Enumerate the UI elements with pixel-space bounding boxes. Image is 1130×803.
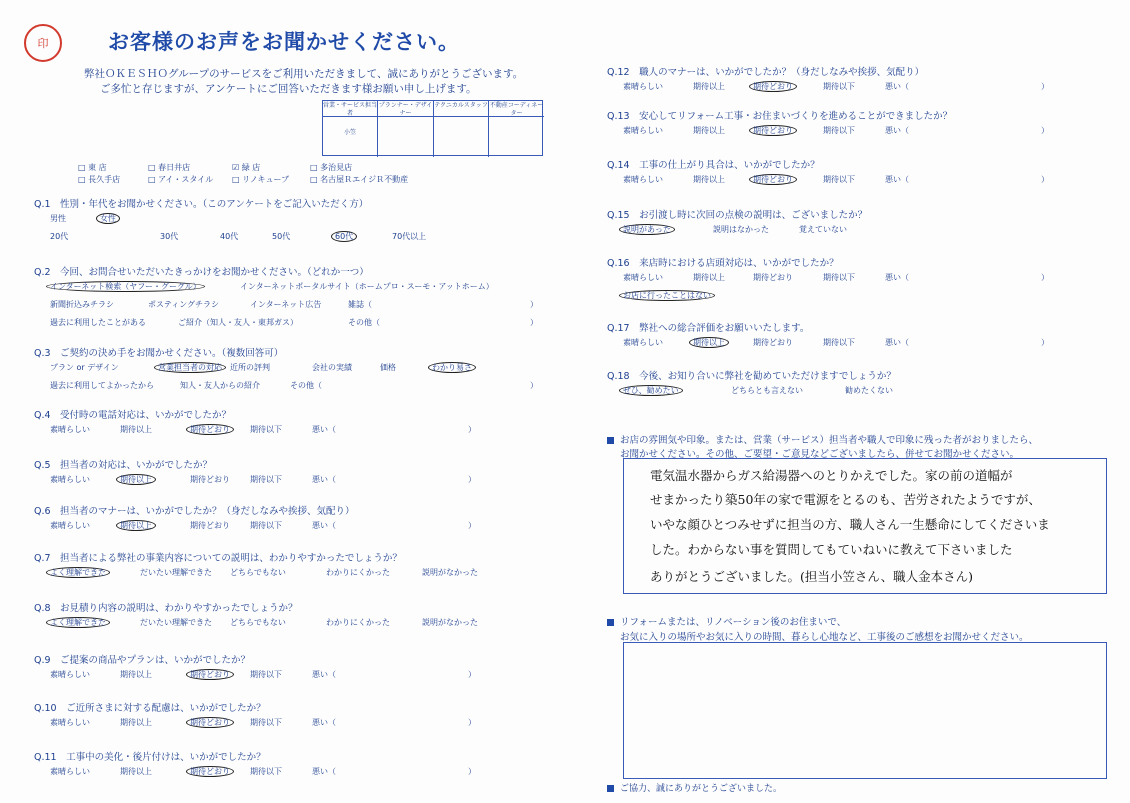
answer-option[interactable]: 説明がなかった bbox=[422, 568, 478, 577]
answer-option[interactable]: 期待どおり bbox=[753, 273, 793, 282]
answer-option[interactable]: 期待以上 bbox=[693, 273, 725, 282]
renovation-prompt-1: リフォームまたは、リノベーション後のお住まいで、 bbox=[607, 614, 846, 628]
answer-option[interactable]: その他（ bbox=[348, 318, 380, 327]
answer-option[interactable]: ） bbox=[1041, 273, 1049, 282]
comment-line: ありがとうございました。(担当小笠さん、職人金本さん) bbox=[650, 569, 974, 584]
store-option[interactable]: □ 多治見店 bbox=[310, 163, 353, 172]
question-label: Q.8 お見積り内容の説明は、わかりやすかったでしょうか？ bbox=[34, 603, 298, 614]
seal-stamp: 印 bbox=[24, 24, 62, 62]
answer-option[interactable]: 期待以上 bbox=[120, 718, 152, 727]
answer-option[interactable]: だいたい理解できた bbox=[140, 568, 212, 577]
answer-option[interactable]: 期待以上 bbox=[120, 474, 152, 485]
answer-option[interactable]: ） bbox=[468, 521, 476, 530]
answer-option[interactable]: 素晴らしい bbox=[623, 126, 663, 135]
staff-value-sales[interactable]: 小笠 bbox=[323, 117, 378, 157]
question-label: Q.14 工事の仕上がり具合は、いかがでしたか？ bbox=[607, 160, 820, 171]
answer-option[interactable]: ） bbox=[1041, 175, 1049, 184]
answer-option[interactable]: お店に行ったことはない bbox=[623, 290, 711, 301]
intro-line-2: ご多忙と存じますが、アンケートにご回答いただきます様お願い申し上げます。 bbox=[100, 83, 477, 95]
answer-option[interactable]: 期待以上 bbox=[693, 126, 725, 135]
store-option[interactable]: □ 春日井店 bbox=[148, 163, 191, 172]
answer-option[interactable]: よく理解できた bbox=[50, 617, 106, 628]
answer-option[interactable]: ） bbox=[468, 718, 476, 727]
answer-option[interactable]: 期待以上 bbox=[120, 520, 152, 531]
answer-option[interactable]: ） bbox=[468, 767, 476, 776]
question-label: Q.9 ご提案の商品やプランは、いかがでしたか？ bbox=[34, 655, 251, 666]
answer-option[interactable]: ぜひ、勧めたい bbox=[623, 385, 679, 396]
answer-option[interactable]: 期待どおり bbox=[190, 424, 230, 435]
staff-header-planner: プランナー・デザイナー bbox=[378, 102, 433, 117]
answer-option[interactable]: 50代 bbox=[272, 232, 291, 241]
answer-option[interactable]: 期待以下 bbox=[823, 175, 855, 184]
question-label: Q.5 担当者の対応は、いかがでしたか？ bbox=[34, 460, 213, 471]
staff-value-technical[interactable] bbox=[434, 117, 489, 157]
store-option[interactable]: □ アイ・スタイル bbox=[148, 175, 214, 184]
answer-option[interactable]: 悪い（ bbox=[885, 82, 909, 91]
intro-line-1: 弊社ＯＫＥＳＨＯグループのサービスをご利用いただきまして、誠にありがとうございます。 bbox=[84, 68, 524, 80]
staff-value-realestate[interactable] bbox=[489, 117, 544, 157]
answer-option[interactable]: ポスティングチラシ bbox=[148, 300, 220, 309]
answer-option[interactable]: 期待以上 bbox=[120, 767, 152, 776]
answer-option[interactable]: どちらでもない bbox=[230, 618, 286, 627]
answer-option[interactable]: 素晴らしい bbox=[50, 425, 90, 434]
answer-option[interactable]: 期待以上 bbox=[693, 82, 725, 91]
answer-option[interactable]: 会社の実績 bbox=[312, 363, 352, 372]
bullet-square-icon bbox=[607, 619, 614, 626]
store-option[interactable]: □ 長久手店 bbox=[78, 175, 121, 184]
bullet-square-icon bbox=[607, 437, 614, 444]
answer-option[interactable]: インターネット検索（ヤフー・グーグル） bbox=[50, 281, 201, 292]
staff-header-technical: テクニカルスタッフ bbox=[434, 101, 489, 117]
answer-option[interactable]: どちらとも言えない bbox=[731, 386, 803, 395]
answer-option[interactable]: 悪い（ bbox=[885, 175, 909, 184]
answer-option[interactable]: 価格 bbox=[380, 363, 396, 372]
answer-option[interactable]: 期待以下 bbox=[823, 338, 855, 347]
question-label: Q.3 ご契約の決め手をお聞かせください。（複数回答可） bbox=[34, 348, 284, 359]
staff-table bbox=[322, 100, 543, 156]
answer-option[interactable]: ） bbox=[530, 381, 538, 390]
question-label: Q.7 担当者による弊社の事業内容についての説明は、わかりやすかったでしょうか？ bbox=[34, 553, 402, 564]
store-option[interactable]: ☑ 緑 店 bbox=[232, 163, 261, 172]
renovation-comment-box[interactable] bbox=[623, 642, 1107, 779]
answer-option[interactable]: 知人・友人からの紹介 bbox=[180, 381, 260, 390]
answer-option[interactable]: 期待どおり bbox=[753, 125, 793, 136]
answer-option[interactable]: 近所の評判 bbox=[230, 363, 270, 372]
question-label: Q.6 担当者のマナーは、いかがでしたか？（身だしなみや挨拶、気配り） bbox=[34, 506, 355, 517]
answer-option[interactable]: 20代 bbox=[50, 232, 69, 241]
answer-option[interactable]: 70代以上 bbox=[392, 232, 427, 241]
comment-line: いやな顔ひとつみせずに担当の方、職人さん一生懸命にしてくださいま bbox=[650, 517, 1050, 532]
answer-option[interactable]: 期待どおり bbox=[190, 669, 230, 680]
store-option[interactable]: □ 名古屋ＲエイジＲ不動産 bbox=[310, 175, 409, 184]
answer-option[interactable]: 期待どおり bbox=[190, 521, 230, 530]
answer-option[interactable]: 期待以下 bbox=[823, 82, 855, 91]
answer-option[interactable]: 期待どおり bbox=[753, 174, 793, 185]
answer-option[interactable]: 期待以下 bbox=[250, 425, 282, 434]
answer-option[interactable]: ） bbox=[468, 475, 476, 484]
question-label: Q.12 職人のマナーは、いかがでしたか？（身だしなみや挨拶、気配り） bbox=[607, 67, 925, 78]
answer-option[interactable]: 説明があった bbox=[623, 224, 671, 235]
question-label: Q.16 来店時における店頭対応は、いかがでしたか？ bbox=[607, 258, 839, 269]
answer-option[interactable]: ） bbox=[1041, 82, 1049, 91]
answer-option[interactable]: 期待どおり bbox=[190, 717, 230, 728]
answer-option[interactable]: よく理解できた bbox=[50, 567, 106, 578]
answer-option[interactable]: 期待以下 bbox=[250, 767, 282, 776]
answer-option[interactable]: 期待以下 bbox=[250, 718, 282, 727]
answer-option[interactable]: 60代 bbox=[335, 231, 353, 242]
comment-line: した。わからない事を質問してもていねいに教えて下さいました bbox=[650, 542, 1013, 557]
staff-header-realestate: 不動産コーディネーター bbox=[489, 102, 544, 117]
answer-option[interactable]: 期待以下 bbox=[250, 670, 282, 679]
answer-option[interactable]: 新聞折込みチラシ bbox=[50, 300, 114, 309]
answer-option[interactable]: 勧めたくない bbox=[845, 386, 893, 395]
answer-option[interactable]: 40代 bbox=[220, 232, 239, 241]
question-label: Q.1 性別・年代をお聞かせください。（このアンケートをご記入いただく方） bbox=[34, 199, 369, 210]
answer-option[interactable]: どちらでもない bbox=[230, 568, 286, 577]
answer-option[interactable]: だいたい理解できた bbox=[140, 618, 212, 627]
answer-option[interactable]: 雑誌（ bbox=[348, 300, 372, 309]
store-option[interactable]: □ 東 店 bbox=[78, 163, 107, 172]
answer-option[interactable]: 悪い（ bbox=[312, 767, 336, 776]
answer-option[interactable]: 期待以下 bbox=[823, 126, 855, 135]
renovation-prompt-2: お気に入りの場所やお気に入りの時間、暮らし心地など、工事後のご感想をお聞かせください。 bbox=[620, 632, 1029, 643]
question-label: Q.17 弊社への総合評価をお願いいたします。 bbox=[607, 323, 810, 334]
answer-option[interactable]: 期待以上 bbox=[693, 175, 725, 184]
answer-option[interactable]: 悪い（ bbox=[312, 425, 336, 434]
impression-prompt-1: お店の雰囲気や印象。または、営業（サービス）担当者や職人で印象に残った者がおりましたら、 bbox=[607, 432, 1038, 446]
answer-option[interactable]: 悪い（ bbox=[885, 273, 909, 282]
answer-option[interactable]: 素晴らしい bbox=[623, 82, 663, 91]
answer-option[interactable]: 素晴らしい bbox=[50, 718, 90, 727]
answer-option[interactable]: 悪い（ bbox=[312, 718, 336, 727]
answer-option[interactable]: 期待どおり bbox=[753, 81, 793, 92]
staff-header-sales: 営業・サービス担当者 bbox=[323, 102, 378, 117]
answer-option[interactable]: 期待以上 bbox=[120, 425, 152, 434]
answer-option[interactable]: インターネット広告 bbox=[250, 300, 322, 309]
answer-option[interactable]: 素晴らしい bbox=[50, 521, 90, 530]
answer-option[interactable]: プラン or デザイン bbox=[50, 363, 119, 372]
staff-value-planner[interactable] bbox=[378, 117, 434, 157]
answer-option[interactable]: 期待以上 bbox=[693, 337, 725, 348]
answer-option[interactable]: ） bbox=[468, 425, 476, 434]
answer-option[interactable]: ） bbox=[530, 318, 538, 327]
answer-option[interactable]: 期待以下 bbox=[250, 521, 282, 530]
answer-option[interactable]: 覚えていない bbox=[799, 225, 847, 234]
answer-option[interactable]: インターネットポータルサイト（ホームプロ・スーモ・アットホーム） bbox=[240, 282, 494, 291]
answer-option[interactable]: 期待以上 bbox=[120, 670, 152, 679]
answer-option[interactable]: 期待どおり bbox=[190, 475, 230, 484]
question-label: Q.11 工事中の美化・後片付けは、いかがでしたか？ bbox=[34, 752, 266, 763]
answer-option[interactable]: 悪い（ bbox=[885, 338, 909, 347]
answer-option[interactable]: 30代 bbox=[160, 232, 179, 241]
answer-option[interactable]: 営業担当者の対応 bbox=[158, 362, 222, 373]
answer-option[interactable]: 説明はなかった bbox=[713, 225, 769, 234]
answer-option[interactable]: ） bbox=[1041, 338, 1049, 347]
answer-option[interactable]: 期待どおり bbox=[190, 766, 230, 777]
answer-option[interactable]: 悪い（ bbox=[312, 670, 336, 679]
question-label: Q.18 今後、お知り合いに弊社を勧めていただけますでしょうか？ bbox=[607, 371, 896, 382]
answer-option[interactable]: 素晴らしい bbox=[623, 338, 663, 347]
answer-option[interactable]: 過去に利用したことがある bbox=[50, 318, 146, 327]
answer-option[interactable]: わかりにくかった bbox=[326, 618, 390, 627]
answer-option[interactable]: 女性 bbox=[100, 213, 116, 224]
impression-prompt-2: お聞かせください。その他、ご要望・ご意見などございましたら、併せてお聞かせください。 bbox=[620, 449, 1020, 460]
answer-option[interactable]: ） bbox=[1041, 126, 1049, 135]
answer-option[interactable]: 期待どおり bbox=[753, 338, 793, 347]
answer-option[interactable]: 期待以下 bbox=[250, 475, 282, 484]
answer-option[interactable]: わかり易さ bbox=[432, 362, 472, 373]
answer-option[interactable]: ご紹介（知人・友人・東邦ガス） bbox=[178, 318, 298, 327]
answer-option[interactable]: その他（ bbox=[290, 381, 322, 390]
comment-line: 電気温水器からガス給湯器へのとりかえでした。家の前の道幅が bbox=[650, 468, 1013, 483]
answer-option[interactable]: 悪い（ bbox=[312, 521, 336, 530]
answer-option[interactable]: 過去に利用してよかったから bbox=[50, 381, 154, 390]
answer-option[interactable]: 男性 bbox=[50, 214, 66, 223]
answer-option[interactable]: 悪い（ bbox=[312, 475, 336, 484]
answer-option[interactable]: ） bbox=[468, 670, 476, 679]
answer-option[interactable]: わかりにくかった bbox=[326, 568, 390, 577]
question-label: Q.2 今回、お問合せいただいたきっかけをお聞かせください。（どれか一つ） bbox=[34, 267, 369, 278]
comment-line: せまかったり築50年の家で電源をとるのも、苦労されたようですが、 bbox=[650, 492, 1041, 507]
question-label: Q.4 受付時の電話対応は、いかがでしたか？ bbox=[34, 410, 232, 421]
answer-option[interactable]: 悪い（ bbox=[885, 126, 909, 135]
answer-option[interactable]: 説明がなかった bbox=[422, 618, 478, 627]
answer-option[interactable]: 期待以下 bbox=[823, 273, 855, 282]
question-label: Q.13 安心してリフォーム工事・お住まいづくりを進めることができましたか？ bbox=[607, 111, 953, 122]
answer-option[interactable]: 素晴らしい bbox=[50, 767, 90, 776]
answer-option[interactable]: 素晴らしい bbox=[623, 175, 663, 184]
question-label: Q.15 お引渡し時に次回の点検の説明は、ございましたか？ bbox=[607, 210, 868, 221]
answer-option[interactable]: 素晴らしい bbox=[50, 670, 90, 679]
store-option[interactable]: □ リノキューブ bbox=[232, 175, 290, 184]
answer-option[interactable]: 素晴らしい bbox=[50, 475, 90, 484]
footer-thanks: ご協力、誠にありがとうございました。 bbox=[607, 781, 782, 794]
bullet-square-icon bbox=[607, 785, 614, 792]
question-label: Q.10 ご近所さまに対する配慮は、いかがでしたか？ bbox=[34, 703, 266, 714]
answer-option[interactable]: 素晴らしい bbox=[623, 273, 663, 282]
answer-option[interactable]: ） bbox=[530, 300, 538, 309]
page-title: お客様のお声をお聞かせください。 bbox=[108, 30, 460, 54]
